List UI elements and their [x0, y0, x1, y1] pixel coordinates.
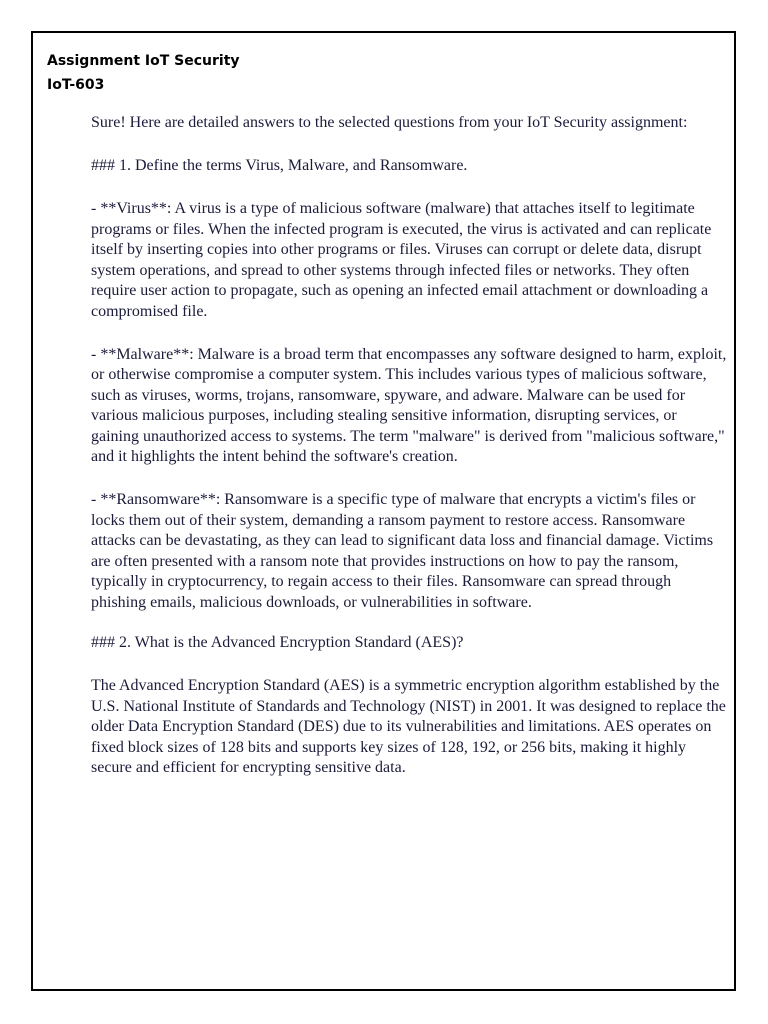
- question-2-heading: ### 2. What is the Advanced Encryption Standard (AES)?: [91, 634, 464, 651]
- aes-paragraph: The Advanced Encryption Standard (AES) is a symmetric encryption algorithm established by the U.S. National Institute of Standards and Technology (NIST) in 2001. It was designed to replace the older Data Encryption Standard (DES) due to its vulnerabilities and limitations. AES operates on fixed block sizes of 128 bits and supports key sizes of 128, 192, or 256 bits, making it highly secure and efficient for encrypting sensitive data.: [91, 677, 726, 776]
- ransomware-paragraph: - **Ransomware**: Ransomware is a specific type of malware that encrypts a victim's files or locks them out of their system, demanding a ransom payment to restore access. Ransomware attacks can be devastating, as they can lead to significant data loss and financial damage. Victims are often presented with a ransom note that provides instructions on how to pay the ransom, typically in cryptocurrency, to regain access to their files. Ransomware can spread through phishing emails, malicious downloads, or vulnerabilities in software.: [91, 491, 714, 611]
- document-title: Assignment IoT Security: [47, 53, 240, 69]
- document-page: [31, 31, 736, 991]
- question-1-heading: ### 1. Define the terms Virus, Malware, and Ransomware.: [91, 157, 468, 174]
- virus-paragraph: - **Virus**: A virus is a type of malicious software (malware) that attaches itself to legitimate programs or files. When the infected program is executed, the virus is activated and can replicate itself by inserting copies into other programs or files. Viruses can corrupt or delete data, disrupt system operations, and spread to other systems through infected files or networks. They often require user action to propagate, such as opening an infected email attachment or downloading a compromised file.: [91, 200, 712, 320]
- course-code: IoT-603: [47, 77, 105, 93]
- document-body: [91, 113, 727, 779]
- intro-paragraph: Sure! Here are detailed answers to the selected questions from your IoT Security assignment:: [91, 114, 688, 131]
- malware-paragraph: - **Malware**: Malware is a broad term that encompasses any software designed to harm, exploit, or otherwise compromise a computer system. This includes various types of malicious software, such as viruses, worms, trojans, ransomware, spyware, and adware. Malware can be used for various malicious purposes, including stealing sensitive information, disrupting services, or gaining unauthorized access to systems. The term "malware" is derived from "malicious software," and it highlights the intent behind the software's creation.: [91, 345, 727, 465]
- document-header: [47, 49, 240, 97]
